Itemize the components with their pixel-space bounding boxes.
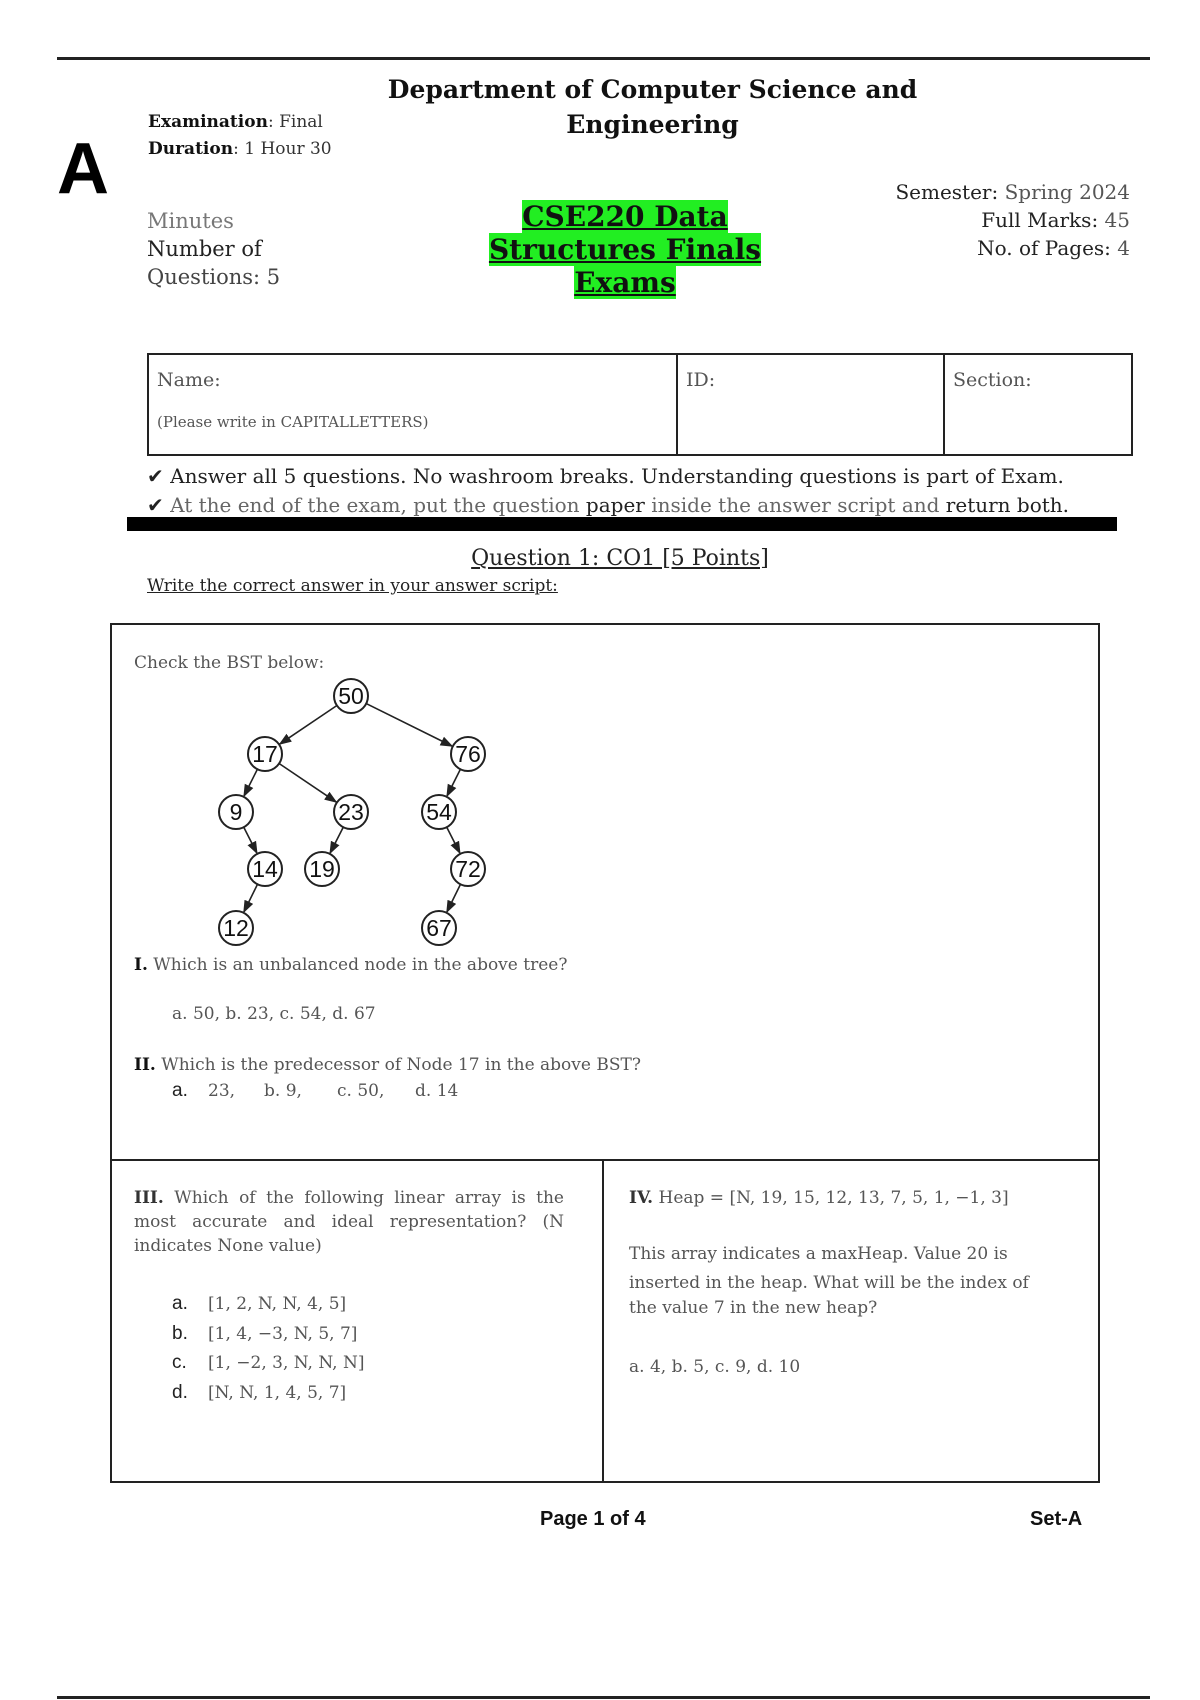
semester-label: Semester:: [895, 180, 999, 204]
bst-node-label: 76: [455, 741, 481, 767]
set-letter: A: [57, 129, 109, 209]
part-4-line: This array indicates a maxHeap. Value 20 is: [629, 1244, 1008, 1264]
page-number: Page 1 of 4: [540, 1508, 646, 1530]
num-questions-label: Number of: [147, 237, 262, 261]
bst-node-label: 19: [309, 856, 335, 882]
option-d: [172, 1379, 364, 1409]
bst-node-76: [451, 737, 485, 771]
part-3-num: III.: [134, 1188, 164, 1208]
duration-value: : 1 Hour 30: [233, 139, 332, 159]
bst-node-label: 54: [426, 799, 452, 825]
bst-node-72: [451, 852, 485, 886]
option-a: 23,: [208, 1081, 236, 1101]
box-divider-vertical: [602, 1159, 604, 1483]
instruction-1-text: Answer all 5 questions. No washroom breaks. Understanding questions is part of Exam.: [170, 464, 1064, 488]
part-3-text: Which of the following linear array is the most accurate and ideal representation? (N indicates None value): [134, 1188, 564, 1256]
semester-value: Spring 2024: [1004, 180, 1130, 204]
bst-node-14: [248, 852, 282, 886]
bst-edge-17-23: [279, 764, 336, 802]
bst-edge-54-72: [447, 827, 460, 853]
course-title-text: CSE220 Data Structures Finals Exams: [488, 200, 762, 299]
full-marks-value: 45: [1104, 208, 1130, 232]
option-value: [1, 4, −3, N, 5, 7]: [208, 1323, 358, 1344]
option-label: d.: [172, 1381, 188, 1403]
bottom-rule: [57, 1696, 1150, 1699]
option-c: c. 50,: [337, 1081, 385, 1101]
option-value: [N, N, 1, 4, 5, 7]: [208, 1382, 347, 1403]
option-b: b. 9,: [264, 1081, 302, 1101]
option-d: d. 14: [415, 1081, 459, 1101]
option-label: a.: [172, 1080, 188, 1101]
part-2-text: Which is the predecessor of Node 17 in the above BST?: [161, 1055, 641, 1075]
section-label: Section:: [953, 369, 1032, 391]
part-2-options: [172, 1080, 458, 1102]
name-label: Name:: [157, 369, 221, 391]
question-subheading: Write the correct answer in your answer script:: [147, 576, 558, 596]
bst-node-19: [305, 852, 339, 886]
part-1-num: I.: [134, 955, 148, 975]
part-4-line: inserted in the heap. What will be the index of: [629, 1273, 1029, 1293]
option-a: [172, 1290, 364, 1320]
examination-label: Examination: [148, 112, 268, 132]
bst-node-label: 72: [455, 856, 481, 882]
bst-node-12: [219, 911, 253, 945]
bst-edge-23-19: [330, 827, 343, 853]
part-4-line: the value 7 in the new heap?: [629, 1298, 878, 1318]
duration-minutes: Minutes: [147, 209, 234, 233]
option-value: [1, −2, 3, N, N, N]: [208, 1353, 365, 1373]
part-1-options: a. 50, b. 23, c. 54, d. 67: [172, 1004, 376, 1024]
pages-label: No. of Pages:: [977, 236, 1111, 260]
num-questions-value: Questions: 5: [147, 265, 281, 289]
part-4-options: a. 4, b. 5, c. 9, d. 10: [629, 1357, 801, 1377]
bst-edge-14-12: [244, 884, 258, 912]
option-label: b.: [172, 1322, 188, 1344]
bst-node-9: [219, 795, 253, 829]
department-title: Department of Computer Science and Engineering: [387, 75, 918, 139]
bst-node-23: [334, 795, 368, 829]
part-2-num: II.: [134, 1055, 156, 1075]
bst-node-label: 9: [229, 799, 243, 825]
part-2-question: [134, 1055, 641, 1075]
check-icon: ✔: [147, 493, 164, 517]
full-marks-label: Full Marks:: [981, 208, 1099, 232]
part-4-num: IV.: [629, 1188, 654, 1208]
bst-node-label: 23: [338, 799, 364, 825]
id-label: ID:: [686, 369, 716, 391]
part-3-options: [172, 1290, 364, 1408]
bst-node-label: 17: [252, 741, 278, 767]
bst-edge-9-14: [244, 827, 257, 853]
instruction-2-part: At the end of the exam, put the question: [170, 493, 586, 517]
option-c: [172, 1349, 364, 1379]
instruction-2-bold: paper: [585, 493, 645, 517]
set-label: Set-A: [1030, 1508, 1083, 1530]
bst-intro: Check the BST below:: [134, 653, 325, 673]
part-4-question: [629, 1240, 1029, 1323]
part-3-question: [134, 1186, 564, 1258]
instruction-2-bold: return both.: [945, 493, 1070, 517]
option-label: c.: [172, 1352, 187, 1373]
box-divider-horizontal: [110, 1159, 1100, 1161]
bst-node-67: [422, 911, 456, 945]
part-4-heap-text: Heap = [N, 19, 15, 12, 13, 7, 5, 1, −1, 3]: [658, 1188, 1009, 1208]
bst-node-50: [334, 679, 368, 713]
bst-edge-72-67: [447, 884, 461, 912]
option-b: [172, 1320, 364, 1350]
bst-node-label: 50: [338, 683, 364, 709]
pages-value: 4: [1117, 236, 1130, 260]
option-value: [1, 2, N, N, 4, 5]: [208, 1294, 347, 1314]
bst-edge-17-9: [244, 769, 257, 796]
bst-node-17: [248, 737, 282, 771]
duration-label: Duration: [148, 139, 234, 159]
bst-node-label: 67: [426, 915, 452, 941]
name-hint: (Please write in CAPITALLETTERS): [157, 413, 429, 431]
bst-edge-50-76: [366, 704, 452, 746]
examination-value: : Final: [267, 112, 323, 132]
bst-node-54: [422, 795, 456, 829]
option-label: a.: [172, 1293, 188, 1314]
bst-edge-50-17: [280, 706, 337, 744]
bst-node-label: 12: [223, 915, 249, 941]
part-1-text: Which is an unbalanced node in the above tree?: [153, 955, 568, 975]
part-1-question: [134, 955, 567, 975]
part-4-heap: [629, 1188, 1009, 1208]
check-icon: ✔: [147, 464, 164, 488]
question-heading: Question 1: CO1 [5 Points]: [471, 546, 769, 571]
bst-edge-76-54: [447, 769, 460, 796]
instruction-2-part: inside the answer script and: [644, 493, 946, 517]
bst-node-label: 14: [252, 856, 278, 882]
